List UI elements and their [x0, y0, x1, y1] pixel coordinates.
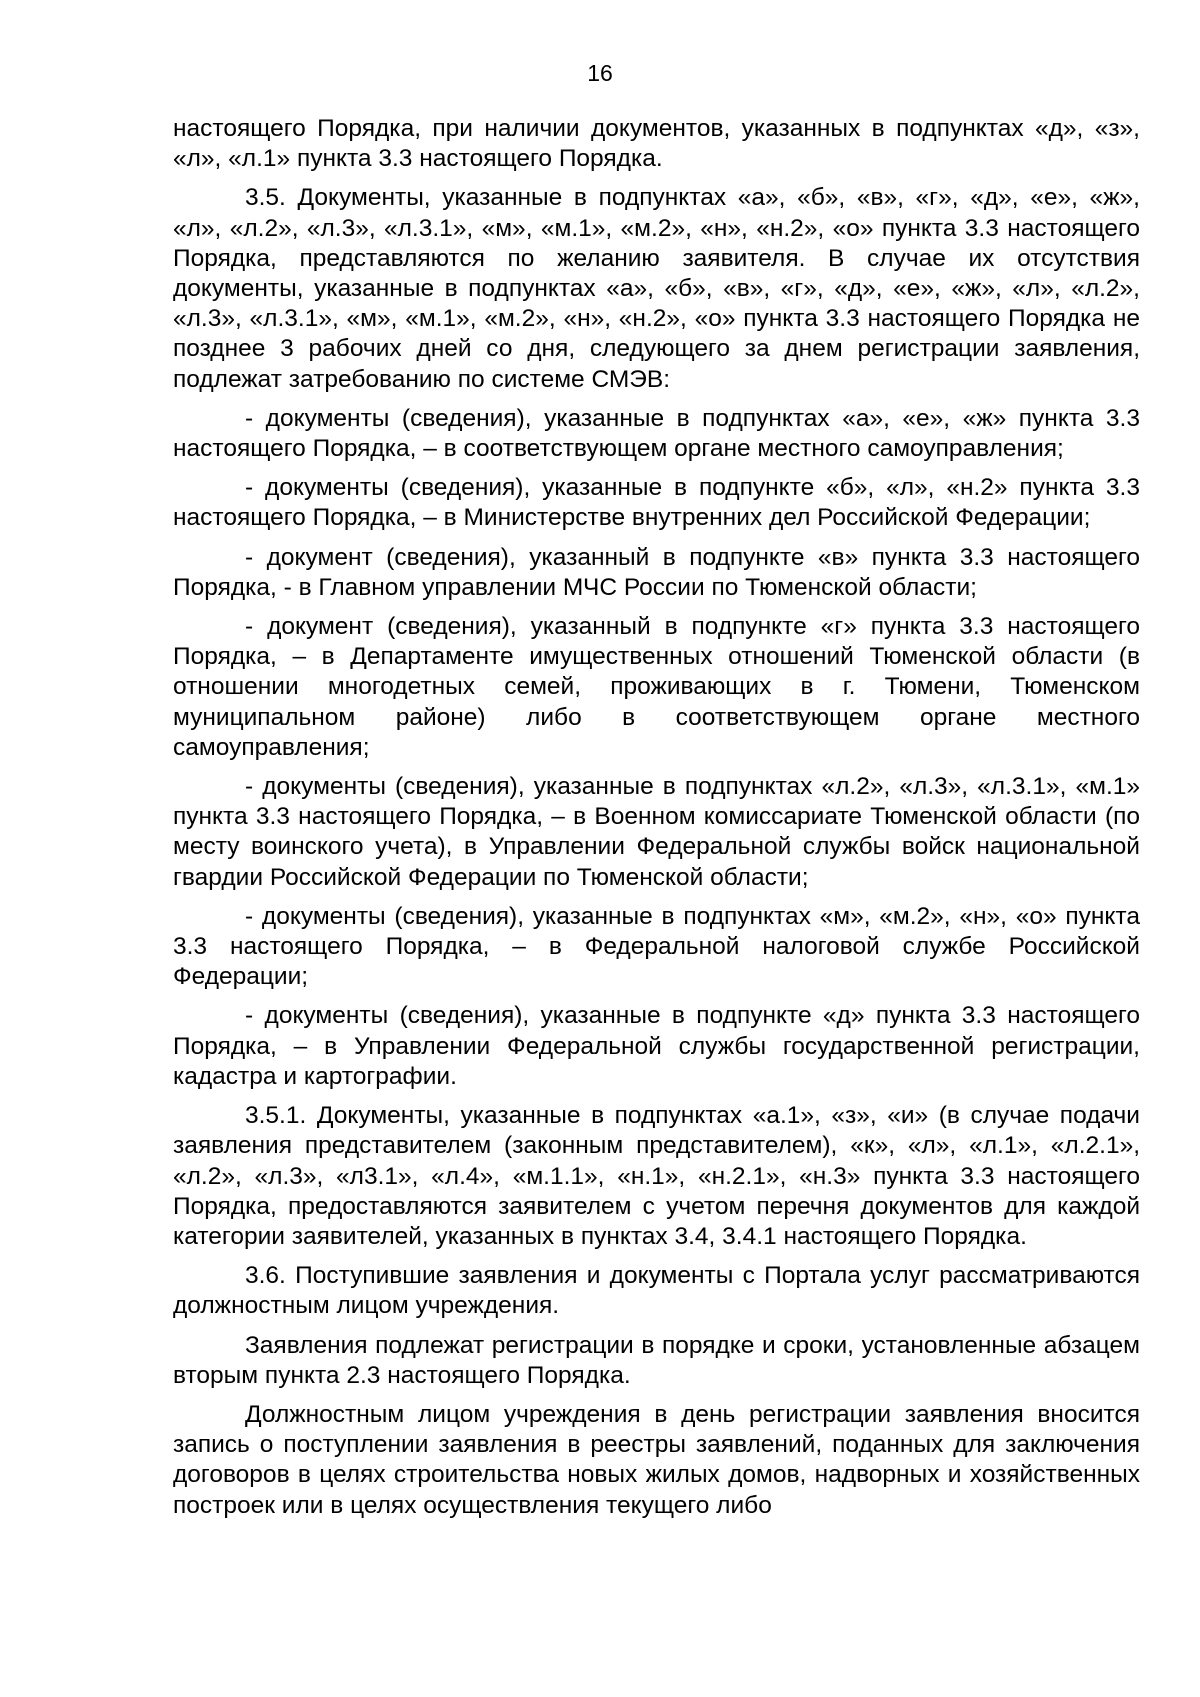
list-item: - документы (сведения), указанные в подпункте «б», «л», «н.2» пункта 3.3 настоящего Порядка, – в Министерстве внутренних дел Российской Федерации; [173, 474, 1140, 532]
paragraph: настоящего Порядка, при наличии документов, указанных в подпунктах «д», «з», «л», «л.1» пункта 3.3 настоящего Порядка. [173, 115, 1140, 173]
list-item: - документы (сведения), указанные в подпункте «д» пункта 3.3 настоящего Порядка, – в Управлении Федеральной службы государственной регистрации, кадастра и картографии. [173, 1002, 1140, 1090]
list-item: - документы (сведения), указанные в подпунктах «л.2», «л.3», «л.3.1», «м.1» пункта 3.3 настоящего Порядка, – в Военном комиссариате Тюменской области (по месту воинского учета), в Управлении Федеральной службы войск национальной гвардии Российской Федерации по Тюменской области; [173, 773, 1140, 891]
list-item: - документ (сведения), указанный в подпункте «в» пункта 3.3 настоящего Порядка, - в Главном управлении МЧС России по Тюменской области; [173, 543, 1140, 601]
list-item: - документы (сведения), указанные в подпунктах «м», «м.2», «н», «о» пункта 3.3 настоящего Порядка, – в Федеральной налоговой службе Российской Федерации; [173, 902, 1140, 991]
document-body [173, 114, 1140, 1530]
paragraph: 3.5.1. Документы, указанные в подпунктах «а.1», «з», «и» (в случае подачи заявления представителем (законным представителем), «к», «л», «л.1», «л.2.1», «л.2», «л.3», «л3.1», «л.4», «м.1.1», «н.1», «н.2.1», «н.3» пункта 3.3 настоящего Порядка, предоставляются заявителем с учетом перечня документов для каждой категории заявителей, указанных в пунктах 3.4, 3.4.1 настоящего Порядка. [173, 1102, 1140, 1250]
paragraph: Заявления подлежат регистрации в порядке и сроки, установленные абзацем вторым пункта 2.3 настоящего Порядка. [173, 1331, 1140, 1389]
paragraph: Должностным лицом учреждения в день регистрации заявления вносится запись о поступлении заявления в реестры заявлений, поданных для заключения договоров в целях строительства новых жилых домов, надворных и хозяйственных построек или в целях осуществления текущего либо [173, 1400, 1140, 1519]
page-number: 16 [587, 60, 613, 86]
paragraph: 3.5. Документы, указанные в подпунктах «а», «б», «в», «г», «д», «е», «ж», «л», «л.2», «л.3», «л.3.1», «м», «м.1», «м.2», «н», «н.2», «о» пункта 3.3 настоящего Порядка, представляются по желанию заявителя. В случае их отсутствия документы, указанные в подпунктах «а», «б», «в», «г», «д», «е», «ж», «л», «л.2», «л.3», «л.3.1», «м», «м.1», «м.2», «н», «н.2», «о» пункта 3.3 настоящего Порядка не позднее 3 рабочих дней со дня, следующего за днем регистрации заявления, подлежат затребованию по системе СМЭВ: [173, 184, 1140, 393]
list-item: - документ (сведения), указанный в подпункте «г» пункта 3.3 настоящего Порядка, – в Департаменте имущественных отношений Тюменской области (в отношении многодетных семей, проживающих в г. Тюмени, Тюменском муниципальном районе) либо в соответствующем органе местного самоуправления; [173, 613, 1140, 761]
list-item: - документы (сведения), указанные в подпунктах «а», «е», «ж» пункта 3.3 настоящего Порядка, – в соответствующем органе местного самоуправления; [173, 404, 1140, 463]
paragraph: 3.6. Поступившие заявления и документы с Портала услуг рассматриваются должностным лицом учреждения. [173, 1262, 1140, 1320]
